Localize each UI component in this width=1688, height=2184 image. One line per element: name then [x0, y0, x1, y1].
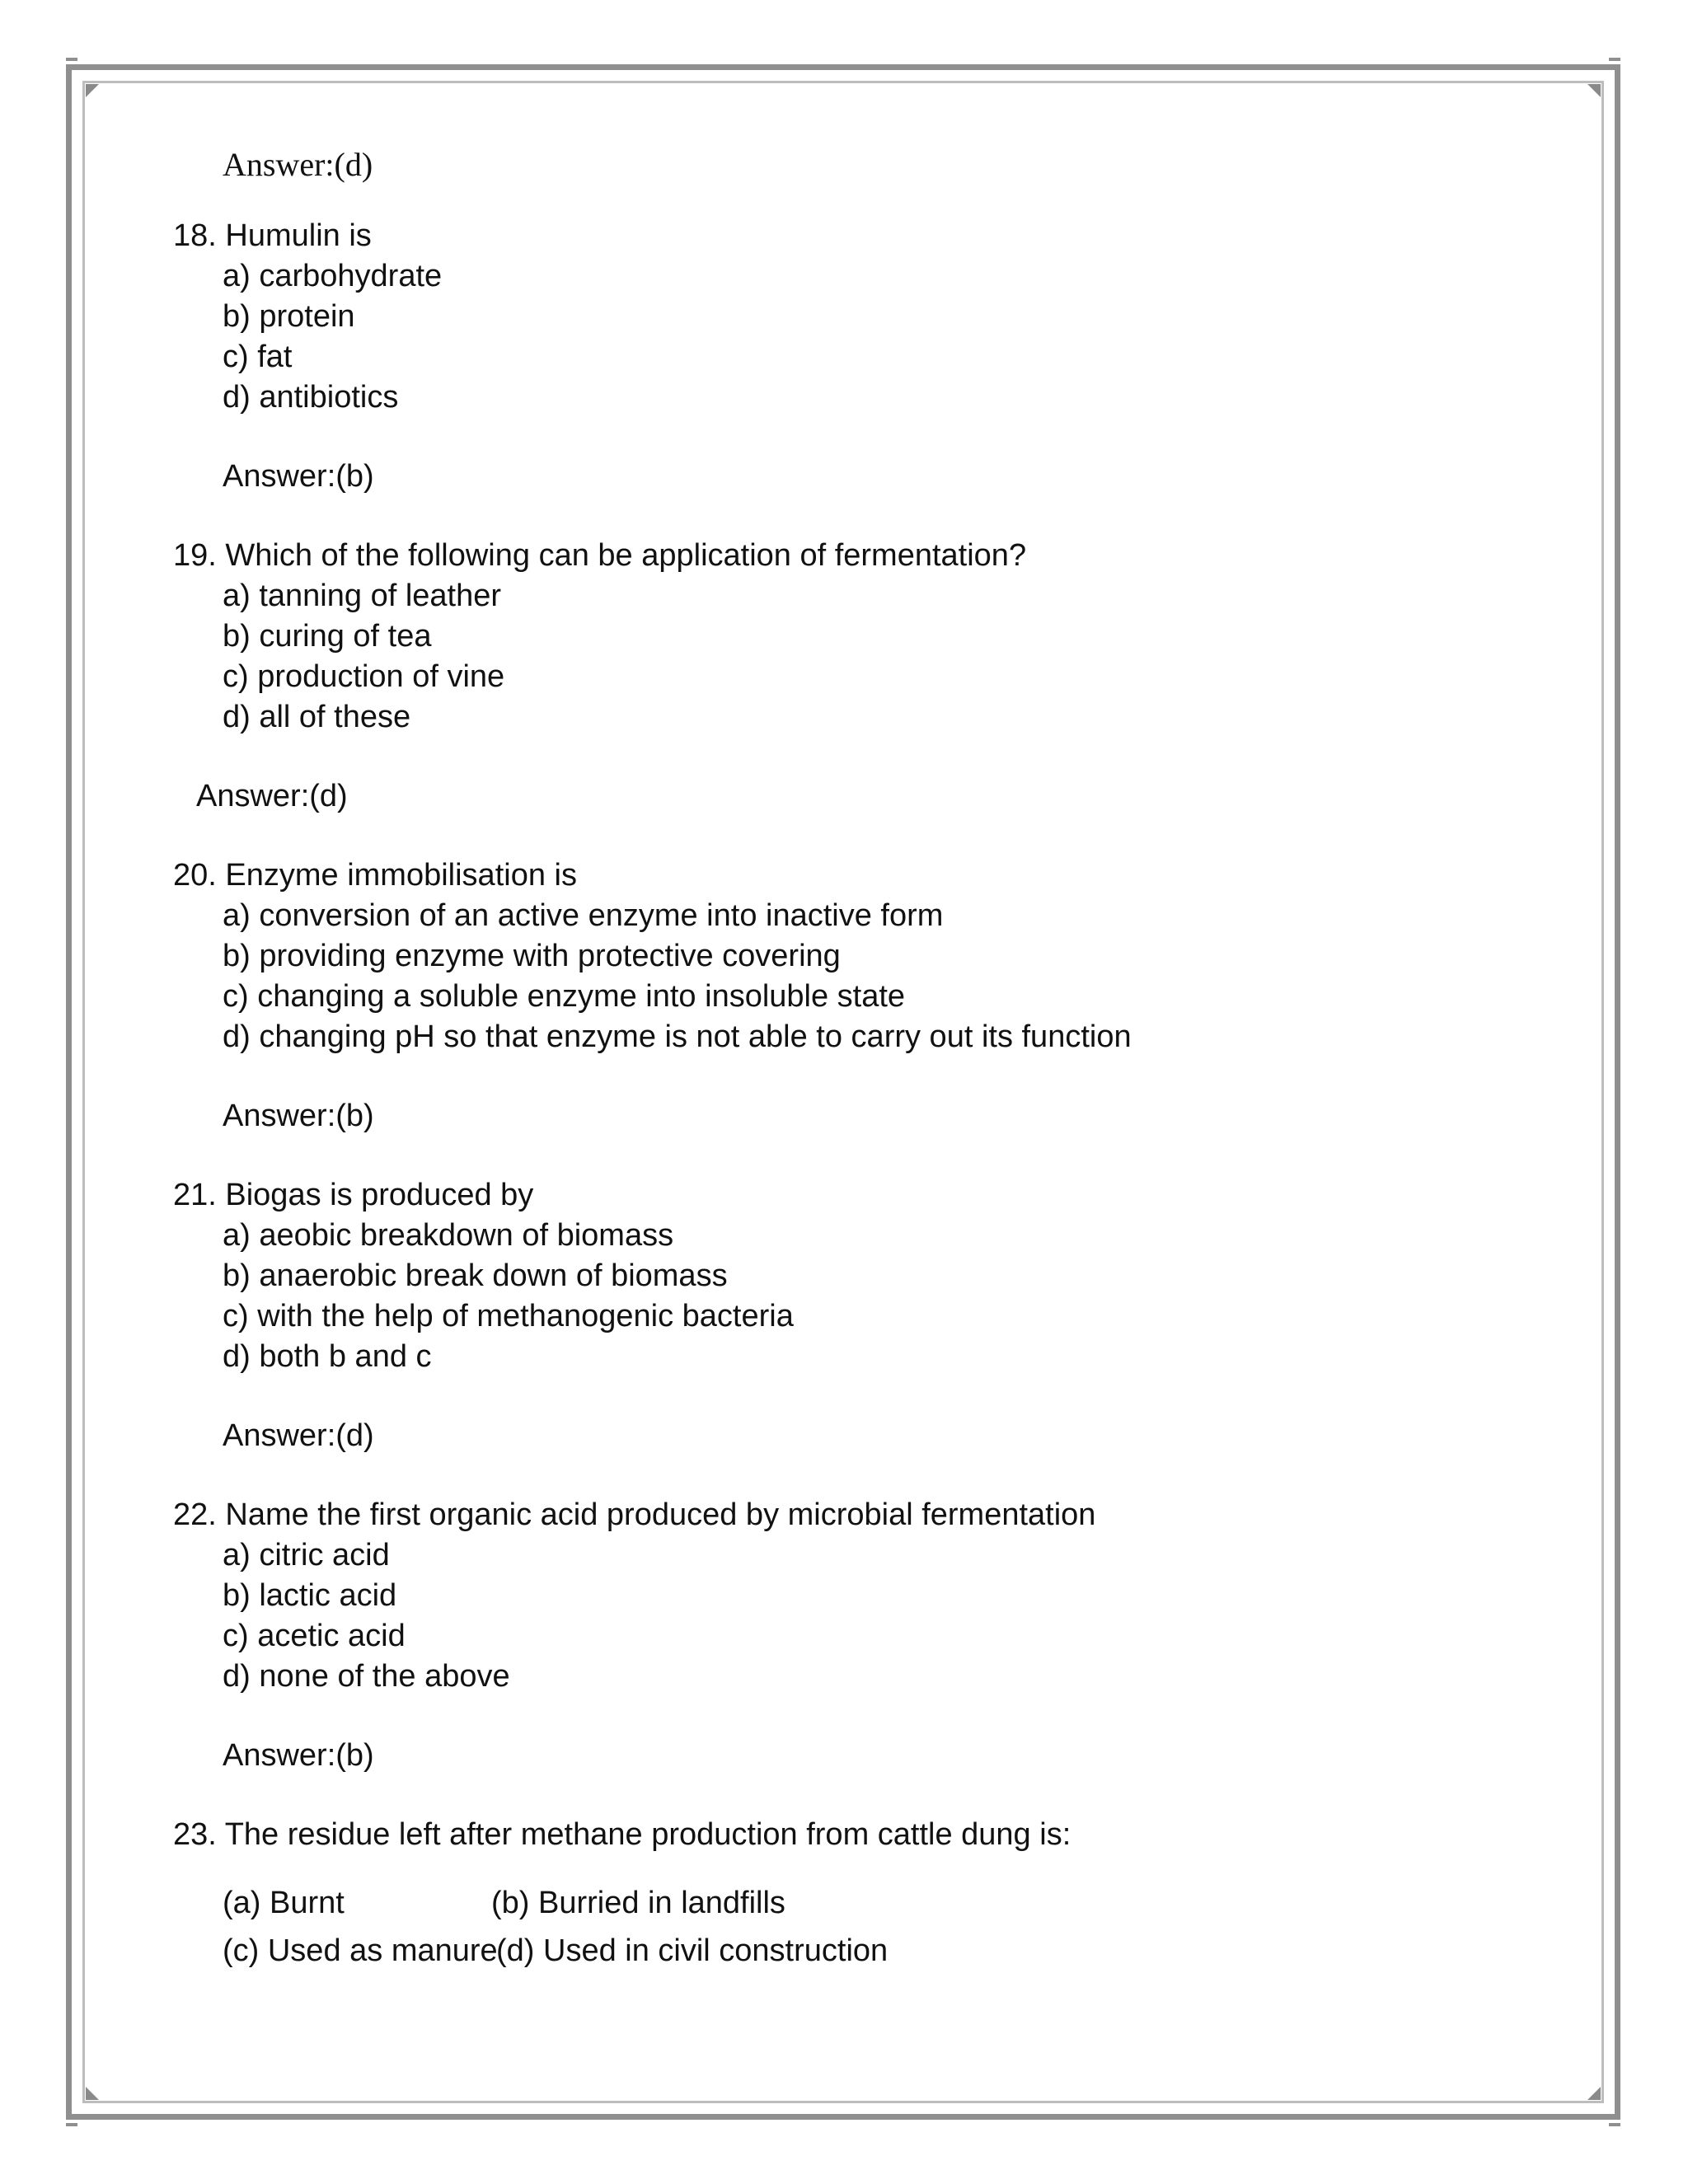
border-tick — [1609, 2123, 1620, 2126]
option-d: d) changing pH so that enzyme is not able to carry out its function — [223, 1019, 1132, 1054]
option-a: a) conversion of an active enzyme into inactive form — [223, 898, 944, 933]
question-prompt: 19. Which of the following can be application of fermentation? — [173, 538, 1027, 573]
corner-ornament-top-right — [1587, 84, 1601, 97]
option-b: b) anaerobic break down of biomass — [223, 1258, 728, 1293]
question-prompt: 21. Biogas is produced by — [173, 1178, 534, 1212]
option-a: (a) Burnt — [223, 1886, 345, 1920]
option-c: c) fat — [223, 340, 293, 374]
option-b: b) lactic acid — [223, 1578, 397, 1613]
option-b: b) providing enzyme with protective covering — [223, 939, 841, 973]
answer-line: Answer:(d) — [223, 146, 373, 183]
question-prompt: 18. Humulin is — [173, 218, 372, 253]
option-a: a) tanning of leather — [223, 579, 502, 613]
corner-ornament-bottom-left — [86, 2087, 99, 2100]
option-c: c) production of vine — [223, 659, 505, 694]
option-d: d) both b and c — [223, 1339, 432, 1374]
option-d: d) all of these — [223, 700, 411, 734]
answer-line: Answer:(b) — [223, 459, 374, 494]
answer-line: Answer:(b) — [223, 1099, 374, 1133]
option-a: a) carbohydrate — [223, 259, 443, 293]
option-b: (b) Burried in landfills — [491, 1886, 785, 1920]
answer-line: Answer:(b) — [223, 1738, 374, 1773]
answer-line: Answer:(d) — [223, 1418, 374, 1453]
option-c: c) acetic acid — [223, 1619, 406, 1653]
option-c: (c) Used as manure — [223, 1933, 498, 1968]
question-prompt: 20. Enzyme immobilisation is — [173, 858, 577, 893]
option-b: b) curing of tea — [223, 619, 432, 654]
corner-ornament-bottom-right — [1587, 2087, 1601, 2100]
border-tick — [66, 58, 77, 61]
option-c: c) changing a soluble enzyme into insoluble state — [223, 979, 906, 1014]
border-tick — [1609, 58, 1620, 61]
option-d: d) none of the above — [223, 1659, 510, 1694]
question-prompt: 22. Name the first organic acid produced by microbial fermentation — [173, 1497, 1096, 1532]
option-d: (d) Used in civil construction — [496, 1933, 889, 1968]
corner-ornament-top-left — [86, 84, 99, 97]
option-d: d) antibiotics — [223, 380, 399, 415]
answer-line: Answer:(d) — [196, 779, 348, 813]
question-prompt: 23. The residue left after methane production from cattle dung is: — [173, 1817, 1071, 1852]
option-c: c) with the help of methanogenic bacteria — [223, 1299, 794, 1333]
option-b: b) protein — [223, 299, 355, 334]
option-a: a) aeobic breakdown of biomass — [223, 1218, 674, 1253]
option-a: a) citric acid — [223, 1538, 390, 1572]
border-tick — [66, 2123, 77, 2126]
